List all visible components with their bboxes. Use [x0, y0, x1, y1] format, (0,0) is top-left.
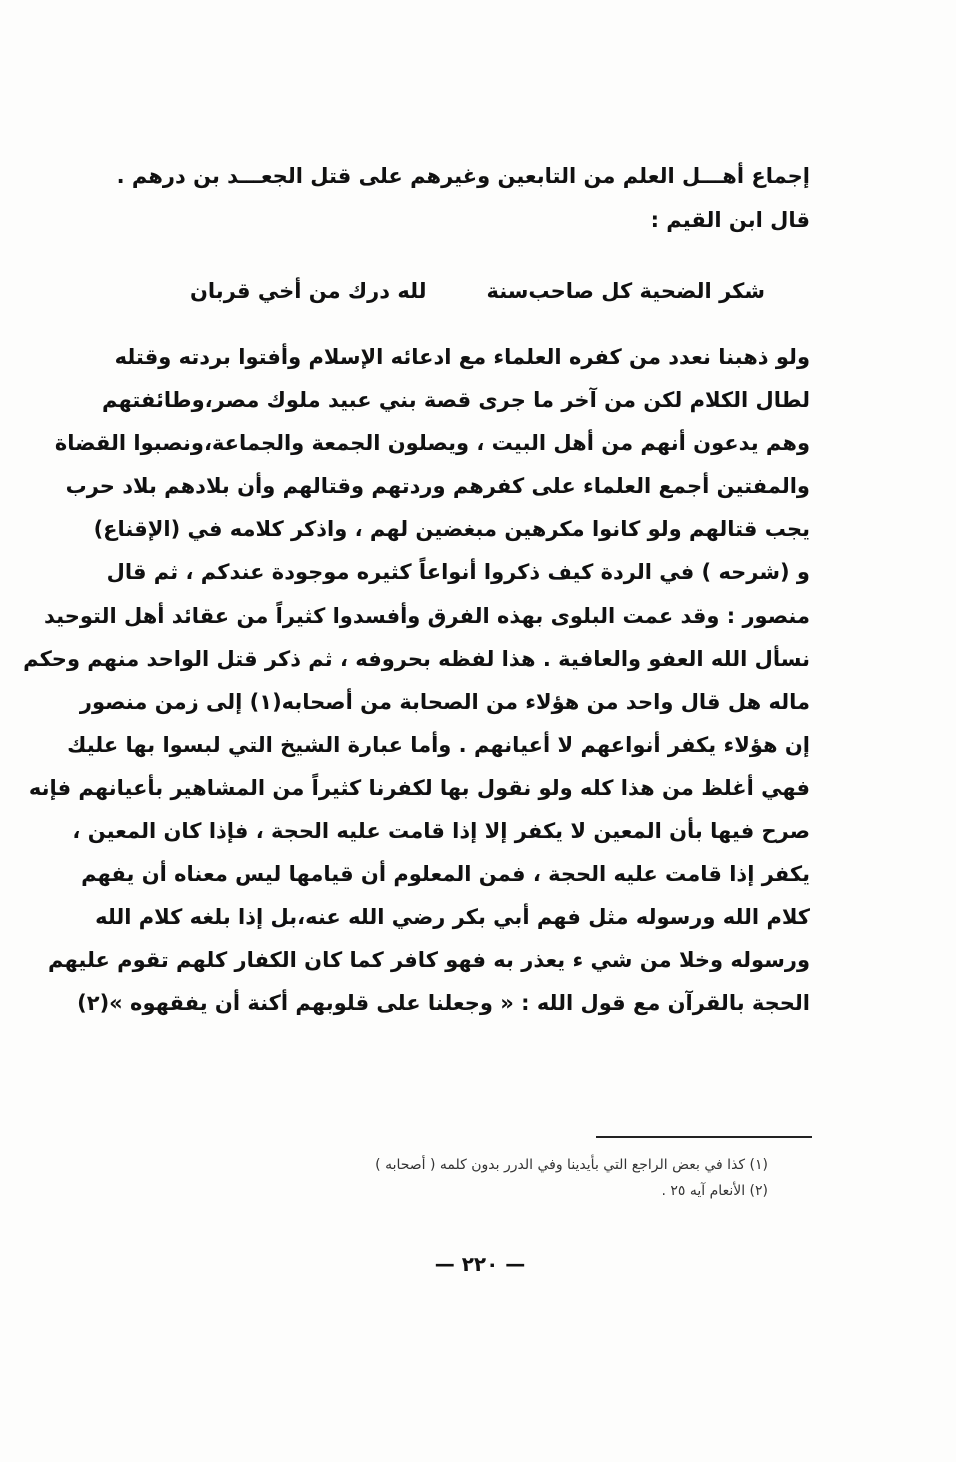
body-line: ولو ذهبنا نعدد من كفره العلماء مع ادعائه الإسلام وأفتوا بردته وقتله — [114, 345, 810, 369]
body-line: يكفر إذا قامت عليه الحجة ، فمن المعلوم أن قيامها ليس معناه أن يفهم — [81, 862, 810, 887]
footnote-1: (١) كذا في بعض الراجع التي بأيدينا وفي الدرر بدون كلمه ( أصحابه ) — [375, 1157, 768, 1173]
body-line: يجب قتالهم ولو كانوا مكرهين مبغضين لهم ، واذكر كلامه في (الإقناع) — [93, 517, 810, 542]
body-line: نسأل الله العفو والعافية . هذا لفظه بحروفه ، ثم ذكر قتل الواحد منهم وحكم — [23, 646, 810, 671]
page-number: — ٢٢٠ — — [434, 1252, 526, 1276]
body-line: فهي أغلظ من هذا كله ولو نقول بها لكفرنا كثيراً من المشاهير بأعيانهم فإنه — [28, 775, 810, 800]
intro-paragraph — [116, 154, 810, 242]
footnote-2: (٢) الأنعام آيه ٢٥ . — [661, 1183, 768, 1199]
body-line: و (شرحه ) في الردة كيف ذكروا أنواعاً كثيره موجودة عندكم ، ثم قال — [106, 560, 810, 585]
intro-line: إجماع أهـــل العلم من التابعين وغيرهم على قتل الجعـــد بن درهم . — [116, 164, 810, 188]
body-line: صرح فيها بأن المعين لا يكفر إلا إذا قامت عليه الحجة ، فإذا كان المعين ، — [72, 819, 810, 844]
footnotes — [200, 1152, 768, 1204]
poetry-verse — [190, 268, 765, 314]
verse-first-hemistich: شكر الضحية كل صاحب‌سنة — [486, 279, 765, 303]
intro-line: قال ابن القيم : — [650, 208, 810, 232]
body-line: كلام الله ورسوله مثل فهم أبي بكر رضي الله عنه،بل إذا بلغه كلام الله — [95, 905, 810, 930]
footnote-separator — [596, 1136, 812, 1138]
body-line: وهم يدعون أنهم من أهل البيت ، ويصلون الجمعة والجماعة،ونصبوا القضاة — [54, 431, 810, 456]
verse-second-hemistich: لله درك من أخي قربان — [190, 279, 427, 303]
body-paragraph — [23, 336, 810, 1026]
body-line: ماله هل قال واحد من هؤلاء من الصحابة من أصحابه(١) إلى زمن منصور — [79, 689, 810, 714]
body-line: ورسوله وخلا من شي ء يعذر به فهو كافر كما كان الكفار كلهم تقوم عليهم — [48, 948, 810, 973]
body-line: والمفتين أجمع العلماء على كفرهم وردتهم وقتالهم وأن بلادهم بلاد حرب — [65, 474, 810, 499]
body-line: الحجة بالقرآن مع قول الله : « وجعلنا على قلوبهم أكنة أن يفقهوه »(٢) — [77, 991, 810, 1016]
body-line: إن هؤلاء يكفر أنواعهم لا أعيانهم . وأما عبارة الشيخ التي لبسوا بها عليك — [67, 732, 810, 757]
body-line: منصور : وقد عمت البلوى بهذه الفرق وأفسدوا كثيراً من عقائد أهل التوحيد — [44, 603, 810, 628]
body-line: لطال الكلام لكن من آخر ما جرى قصة بني عبيد ملوك مصر،وطائفتهم — [102, 388, 810, 413]
